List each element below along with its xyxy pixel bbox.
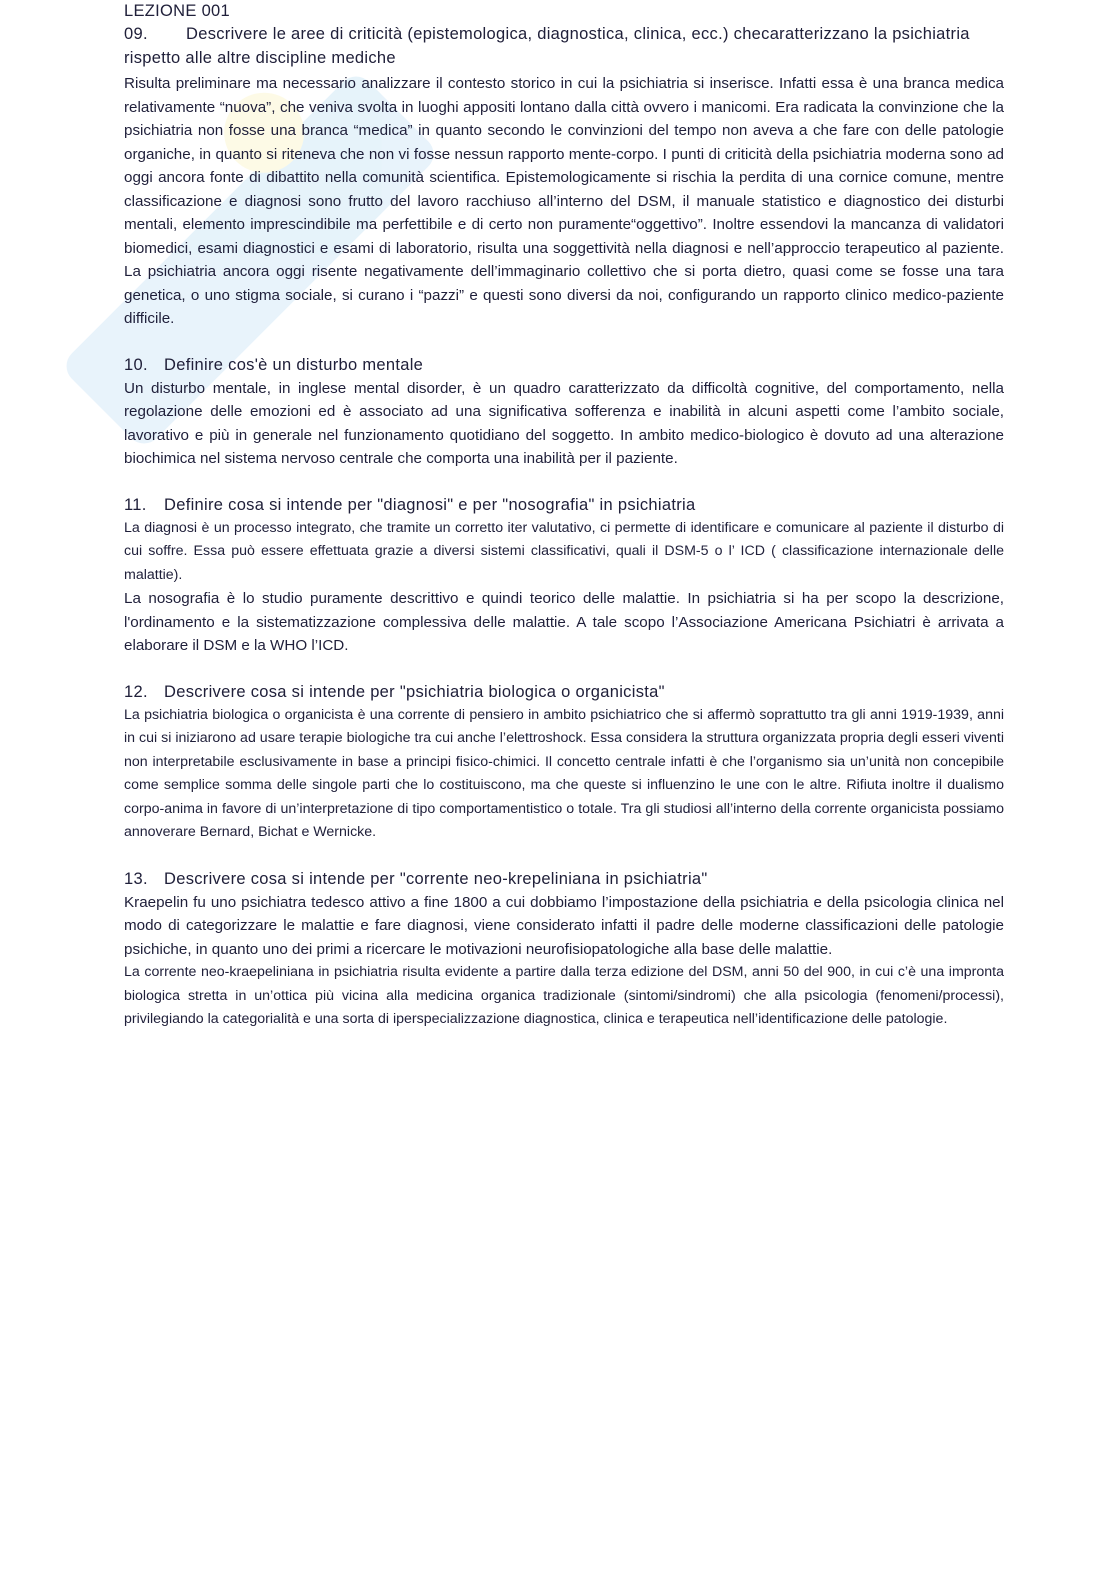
section-title: Descrivere cosa si intende per "corrente neo-krepeliniana in psichiatria" xyxy=(164,869,708,888)
section-paragraph: Kraepelin fu uno psichiatra tedesco attivo a fine 1800 a cui dobbiamo l’impostazione della psichiatria e della psicologia clinica nel modo di categorizzare le malattie e fare diagnosi, viene considerato infatti il padre delle moderne classificazioni delle patologie psichiche, in quanto uno dei primi a ricercare le motivazioni neurofisiopatologiche alla base delle malattie. xyxy=(124,893,1004,958)
section-heading xyxy=(124,867,1004,891)
section-paragraph: Un disturbo mentale, in inglese mental disorder, è un quadro caratterizzato da difficoltà cognitive, del comportamento, nella regolazione delle emozioni ed è associato ad una significativa sofferenza e inabilità in alcuni aspetti come l’ambito sociale, lavorativo e più in generale nel funzionamento quotidiano del soggetto. In ambito medico-biologico è dovuto ad una alterazione biochimica nel sistema nervoso centrale che comporta una inabilità per il paziente. xyxy=(124,379,1004,467)
section-paragraph: La nosografia è lo studio puramente descrittivo e quindi teorico delle malattie. In psichiatria si ha per scopo la descrizione, l'ordinamento e la sistematizzazione complessiva delle malattie. A tale scopo l’Associazione Americana Psichiatri è arrivata a elaborare il DSM e la WHO l’ICD. xyxy=(124,590,1004,654)
section-title: Definire cos'è un disturbo mentale xyxy=(164,355,424,374)
document-page xyxy=(124,0,1004,1032)
section-heading xyxy=(124,493,1004,517)
section-13 xyxy=(124,867,1004,1032)
section-number: 11. xyxy=(124,495,147,514)
section-heading xyxy=(124,22,1004,70)
section-heading xyxy=(124,353,1004,377)
section-paragraph: La diagnosi è un processo integrato, che tramite un corretto iter valutativo, ci permette di identificare e comunicare al paziente il disturbo di cui soffre. Essa può essere effettuata grazie a diversi sistemi classificativi, quali il DSM-5 o l’ ICD ( classificazione internazionale delle malattie). xyxy=(124,519,1004,583)
lesson-title: LEZIONE 001 xyxy=(124,2,231,20)
section-12 xyxy=(124,680,1004,845)
section-number: 10. xyxy=(124,355,148,374)
section-paragraph: La corrente neo-kraepeliniana in psichiatria risulta evidente a partire dalla terza edizione del DSM, anni 50 del 900, in cui c’è una impronta biologica stretta in un’ottica più vicina alla medicina organica tradizionale (sintomi/sindromi) che alla psicologia (fenomeni/processi), privilegiando la categorialità e una sorta di iperspecializzazione diagnostica, clinica e terapeutica nell’identificazione delle patologie. xyxy=(124,964,1004,1027)
section-title: Descrivere cosa si intende per "psichiatria biologica o organicista" xyxy=(164,682,665,701)
section-number: 09. xyxy=(124,25,148,43)
section-number: 12. xyxy=(124,682,148,701)
section-heading xyxy=(124,680,1004,704)
section-title: Descrivere le aree di criticità (epistemologica, diagnostica, clinica, ecc.) checaratterizzano la psichiatria rispetto alle altre discipline mediche xyxy=(124,25,970,67)
section-number: 13. xyxy=(124,869,148,888)
section-title: Definire cosa si intende per "diagnosi" e per "nosografia" in psichiatria xyxy=(164,495,696,514)
section-paragraph: Risulta preliminare ma necessario analizzare il contesto storico in cui la psichiatria si inserisce. Infatti essa è una branca medica relativamente “nuova”, che veniva svolta in luoghi appositi lontano dalla città ovvero i manicomi. Era radicata la convinzione che la psichiatria non fosse una branca “medica” in quanto secondo le convinzioni del tempo non aveva a che fare con delle patologie organiche, in quanto si riteneva che non vi fosse nessun rapporto mente-corpo. I punti di criticità della psichiatria moderna sono ad oggi ancora fonte di dibattito nella comunità scientifica. Epistemologicamente si rischia la perdita di una cornice comune, mentre classificazione e diagnosi sono frutto del lavoro racchiuso all’interno del DSM, il manuale statistico e diagnostico dei disturbi mentali, elemento imprescindibile ma perfettibile e di certo non puramente“oggettivo”. Inoltre essendovi la mancanza di validatori biomedici, esami diagnostici e esami di laboratorio, risulta una soggettività nella diagnosi e nell’approccio terapeutico al paziente. La psichiatria ancora oggi risente negativamente dell’immaginario collettivo che si porta dietro, quasi come se fosse una tara genetica, o uno stigma sociale, si curano i “pazzi” e questi sono diversi da noi, configurando un rapporto clinico medico-paziente difficile. xyxy=(124,75,1004,327)
section-11 xyxy=(124,493,1004,658)
section-10 xyxy=(124,353,1004,471)
section-09 xyxy=(124,22,1004,331)
section-paragraph: La psichiatria biologica o organicista è una corrente di pensiero in ambito psichiatrico che si affermò soprattutto tra gli anni 1919-1939, anni in cui si iniziarono ad usare terapie biologiche tra cui anche l’elettroshock. Essa considera la struttura organizzata propria degli esseri viventi non interpretabile esclusivamente in base a principi fisico-chimici. Il concetto centrale infatti è che l’organismo sia un’unità non concepibile come semplice somma delle singole parti che lo costituiscono, ma che queste si influenzino le une con le altre. Rifiuta inoltre il dualismo corpo-anima in favore di un’interpretazione di tipo comportamentistico o totale. Tra gli studiosi all’interno della corrente organicista possiamo annoverare Bernard, Bichat e Wernicke. xyxy=(124,706,1004,840)
